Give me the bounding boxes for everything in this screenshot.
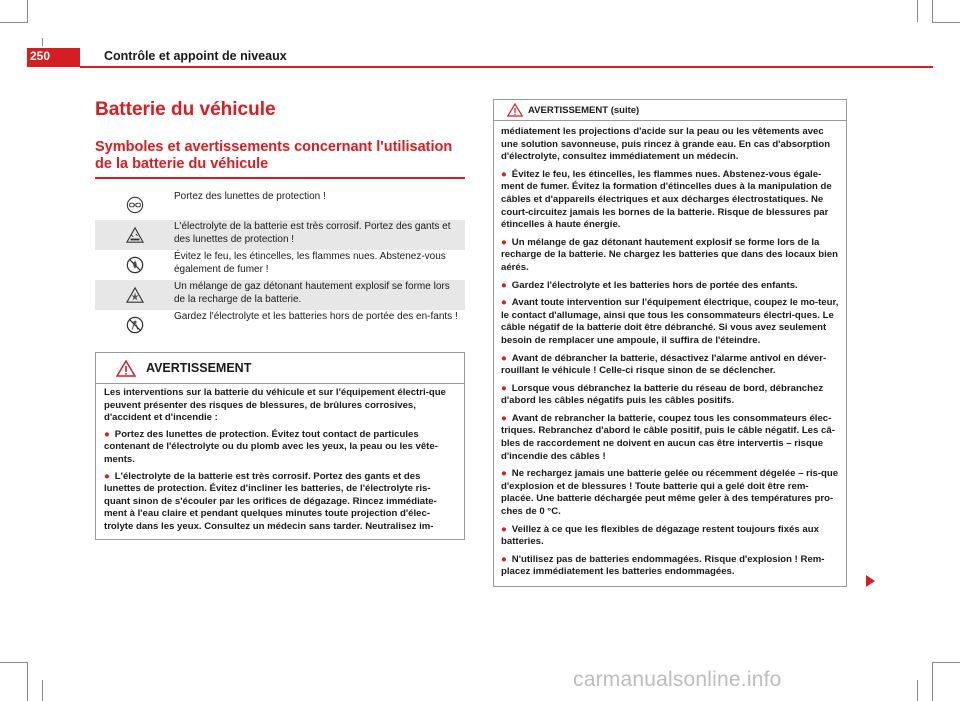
warning-continued-box	[493, 99, 847, 587]
warning-intro: Les interventions sur la batterie du véhicule et sur l'équipement électri-que peuvent présenter des risques de blessures, de brûlures corrosives, d'accident et d'incendie :	[104, 387, 446, 424]
subheading-rule	[95, 177, 465, 179]
goggles-icon	[126, 196, 144, 214]
crop-mark	[917, 0, 918, 22]
symbol-text: Un mélange de gaz détonant hautement explosif se forme lors de la recharge de la batterie.	[174, 281, 450, 305]
header-rule	[80, 66, 933, 68]
crop-mark	[27, 662, 28, 701]
symbol-table	[95, 190, 465, 340]
symbol-text: Gardez l'électrolyte et les batteries hors de portée des en-fants !	[174, 311, 458, 322]
symbol-text: L'électrolyte de la batterie est très corrosif. Portez des gants et des lunettes de protection !	[174, 221, 451, 245]
warning-body	[96, 384, 464, 534]
keep-from-children-icon	[126, 316, 144, 334]
warning-bullet: ● Lorsque vous débranchez la batterie du réseau de bord, débranchez d'abord les câbles négatifs puis les câbles positifs.	[501, 382, 824, 407]
warning-continued-body	[494, 121, 846, 579]
crop-mark	[932, 22, 960, 23]
crop-mark	[932, 662, 960, 663]
crop-mark	[42, 680, 43, 701]
explosive-icon	[126, 286, 144, 304]
page-heading: Batterie du véhicule	[95, 99, 276, 120]
watermark: carmanualsonline.info	[573, 668, 782, 691]
warning-bullet: ● N'utilisez pas de batteries endommagées. Risque d'explosion ! Rem-placez immédiatement les batteries endommagées.	[501, 553, 825, 578]
crop-mark	[27, 0, 28, 22]
page-subheading: Symboles et avertissements concernant l'utilisation de la batterie du véhicule	[95, 139, 453, 172]
corrosive-icon	[126, 226, 144, 244]
page-number: 250	[30, 49, 51, 63]
crop-mark	[42, 38, 43, 46]
warning-box	[95, 352, 465, 540]
section-title: Contrôle et appoint de niveaux	[104, 49, 287, 63]
warning-header	[96, 353, 464, 384]
warning-bullet: ● Ne rechargez jamais une batterie gelée ou récemment dégelée – ris-que d'explosion et de blessures ! Toute batterie qui a gelé doit être rem-placée. Une batterie déchargée peut même geler à des températures pro-ches de 0 °C.	[501, 468, 839, 518]
symbol-text: Portez des lunettes de protection !	[174, 191, 326, 202]
warning-title: AVERTISSEMENT	[146, 361, 252, 375]
warning-bullet: ● Avant de débrancher la batterie, désactivez l'alarme antivol en déver-rouillant le véhicule ! Celle-ci risque sinon de se déclencher.	[501, 352, 827, 377]
symbol-text: Évitez le feu, les étincelles, les flammes nues. Abstenez-vous également de fumer !	[174, 251, 446, 275]
warning-continued-title: AVERTISSEMENT (suite)	[528, 104, 640, 116]
warning-bullet: ● Portez des lunettes de protection. Évitez tout contact de particules contenant de l'électrolyte ou du plomb avec les yeux, la peau ou les vête-ments.	[104, 428, 438, 465]
crop-mark	[932, 662, 933, 701]
warning-bullet: ● Veillez à ce que les flexibles de dégazage restent toujours fixés aux batteries.	[501, 523, 819, 548]
crop-mark	[932, 0, 933, 22]
warning-bullet: ● Évitez le feu, les étincelles, les flammes nues. Abstenez-vous égale-ment de fumer. Évitez la formation d'étincelles dues à la manipulation de câbles et d'appareils électriques et aux décharges électrostatiques. Ne court-circuitez jamais les bornes de la batterie. Risque de blessures par étincelles à haute énergie.	[501, 168, 832, 231]
warning-continued-header	[494, 100, 846, 121]
symbol-row	[95, 280, 465, 310]
crop-mark	[0, 22, 28, 23]
warning-bullet: ● Avant toute intervention sur l'équipement électrique, coupez le mo-teur, le contact d'allumage, ainsi que tous les consommateurs électri-ques. Le câble négatif de la batterie doit être débranché. Si vous avez seulement besoin de remplacer une ampoule, il suffira de l'éteindre.	[501, 297, 839, 346]
symbol-row	[95, 190, 465, 220]
warning-bullet: ● L'électrolyte de la batterie est très corrosif. Portez des gants et des lunettes de protection. Évitez d'incliner les batteries, de l'électrolyte ris-quant sinon de s'écouler par les orifices de dégazage. Rincez immédiate-ment à l'eau claire et pendant quelques minutes toute projection d'élec-trolyte dans les yeux. Consultez un médecin sans tarder. Neutralisez im-	[104, 470, 437, 532]
symbol-row	[95, 220, 465, 250]
warning-bullet: ● Gardez l'électrolyte et les batteries hors de portée des enfants.	[501, 279, 798, 291]
warning-triangle-icon	[116, 360, 136, 377]
warning-bullet: ● Un mélange de gaz détonant hautement explosif se forme lors de la recharge de la batterie. Ne chargez les batteries que dans des locaux bien aérés.	[501, 236, 838, 273]
crop-mark	[0, 662, 28, 663]
symbol-row	[95, 310, 465, 340]
no-fire-icon	[126, 256, 144, 274]
warning-continuation-text: médiatement les projections d'acide sur la peau ou les vêtements avec une solution savonneuse, puis rincez à grande eau. En cas d'absorption d'électrolyte, consultez immédiatement un médecin.	[501, 126, 831, 163]
crop-mark	[917, 680, 918, 701]
continue-arrow-icon	[866, 575, 875, 587]
warning-bullet: ● Avant de rebrancher la batterie, coupez tous les consommateurs élec-triques. Rebranchez d'abord le câble positif, puis le câble négatif. Les câ-bles de raccordement ne doivent en aucun cas être intervertis – risque d'incendie des câbles !	[501, 412, 835, 462]
warning-triangle-icon	[507, 103, 523, 117]
symbol-row	[95, 250, 465, 280]
